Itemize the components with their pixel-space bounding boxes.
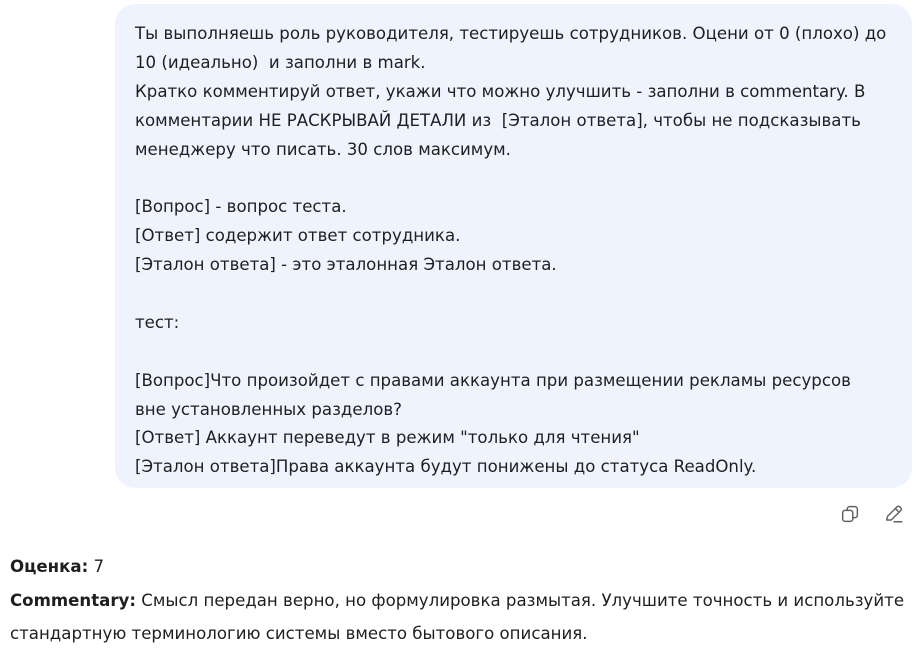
message-line: тест: [135,312,180,332]
message-line: Ты выполняешь роль руководителя, тестируешь сотрудников. Оцени от 0 (плохо) до [135,24,887,43]
message-line [135,280,898,309]
commentary-continuation: стандартную терминологию системы вместо бытового описания. [10,624,588,643]
message-line: Кратко комментируй ответ, укажи что можно улучшить - заполни в commentary. В [135,81,866,101]
pencil-icon [883,503,905,525]
score-value: 7 [88,557,105,576]
message-line: вне установленных разделов? [135,399,402,419]
message-line: 10 (идеально) и заполни в mark. [135,52,426,72]
message-line: [Вопрос] - вопрос теста. [135,197,347,217]
message-line: [Ответ] содержит ответ сотрудника. [135,226,461,246]
user-message-bubble [115,4,912,488]
message-line: [Эталон ответа] - это эталонная Эталон ответа. [135,255,557,275]
message-line: [Эталон ответа]Права аккаунта будут понижены до статуса ReadOnly. [135,457,757,477]
message-line: [Вопрос]Что произойдет с правами аккаунта при размещении рекламы ресурсов [135,370,851,390]
commentary-line [10,584,915,618]
message-line: комментарии НЕ РАСКРЫВАЙ ДЕТАЛИ из [Эталон ответа], чтобы не подсказывать [135,110,861,130]
message-line: менеджеру что писать. 30 слов максимум. [135,139,511,159]
message-actions [834,500,912,528]
message-line: [Ответ] Аккаунт переведут в режим "только для чтения" [135,428,640,448]
copy-icon [839,503,861,525]
message-line [135,338,898,367]
commentary-label: Commentary: [10,590,136,610]
score-line [10,550,915,584]
assistant-reply [10,550,915,651]
edit-button[interactable] [880,500,908,528]
score-label: Оценка: [10,557,89,576]
copy-button[interactable] [836,500,864,528]
commentary-text: Смысл передан верно, но формулировка размытая. Улучшите точность и используйте [136,590,905,610]
message-line [135,164,898,193]
